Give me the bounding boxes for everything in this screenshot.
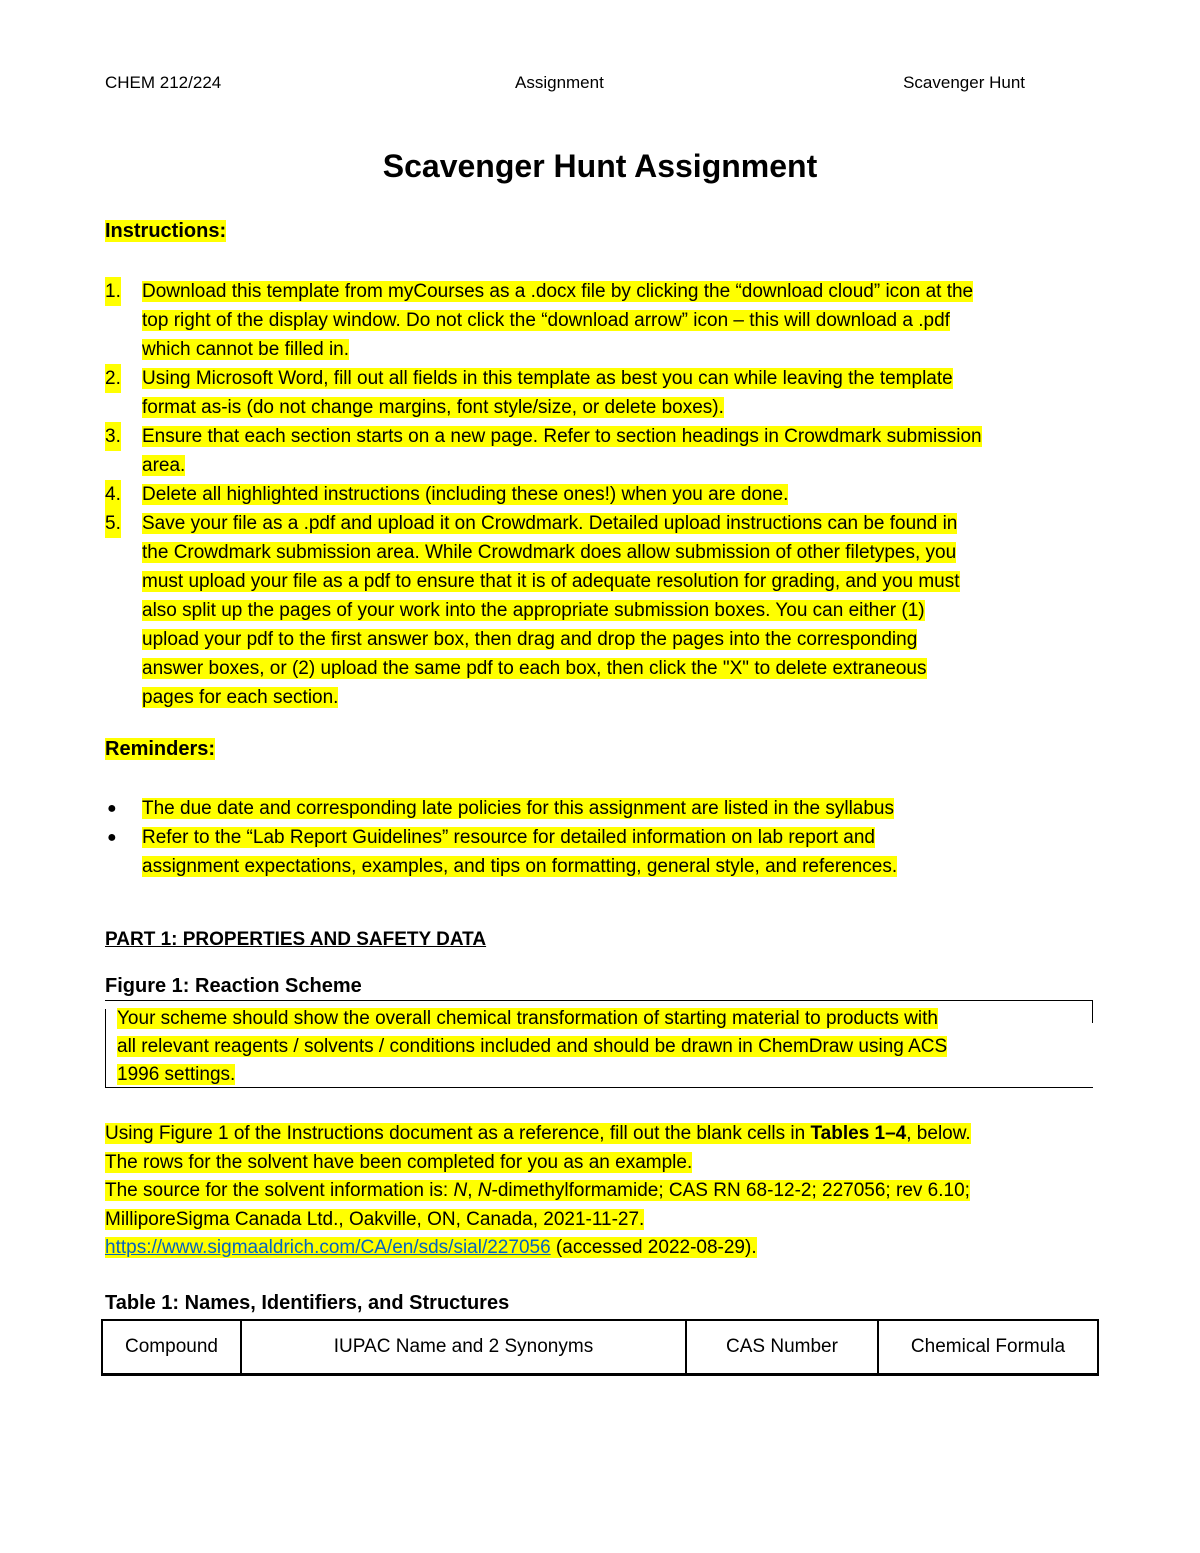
para-italic: N [453, 1180, 468, 1201]
list-item [105, 277, 1105, 364]
para-text: The source for the solvent information is: [105, 1180, 454, 1201]
list-text: The due date and corresponding late policies for this assignment are listed in the syllabus [142, 798, 894, 819]
table-caption: Table 1: Names, Identifiers, and Structures [105, 1292, 510, 1314]
table-header-cell: Compound [102, 1320, 241, 1375]
scheme-line: 1996 settings. [117, 1064, 236, 1085]
table-header-row [102, 1320, 1098, 1375]
list-item [105, 480, 1105, 509]
list-text: Refer to the “Lab Report Guidelines” resource for detailed information on lab report and [142, 827, 875, 848]
list-item [105, 794, 1105, 823]
list-text: the Crowdmark submission area. While Crowdmark does allow submission of other filetypes, you [142, 542, 957, 563]
list-text: which cannot be filled in. [142, 339, 350, 360]
para-bold: Tables 1–4 [810, 1123, 907, 1144]
instructions-list [105, 277, 1105, 712]
para-text: The rows for the solvent have been completed for you as an example. [105, 1151, 693, 1173]
scheme-instructions [117, 1005, 1077, 1089]
list-text: Delete all highlighted instructions (including these ones!) when you are done. [142, 484, 789, 505]
sds-link[interactable]: https://www.sigmaaldrich.com/CA/en/sds/sial/227056 [105, 1237, 551, 1258]
list-text: assignment expectations, examples, and tips on formatting, general style, and references. [142, 856, 898, 877]
header-type: Assignment [515, 73, 604, 92]
list-number: 3. [105, 422, 121, 451]
list-number: 4. [105, 480, 121, 509]
list-text: pages for each section. [142, 687, 339, 708]
para-text: , below. [906, 1123, 971, 1144]
list-text: upload your pdf to the first answer box, then drag and drop the pages into the corresponding [142, 629, 918, 650]
list-item [105, 364, 1105, 422]
list-text: Save your file as a .pdf and upload it on Crowdmark. Detailed upload instructions can be found in [142, 513, 958, 534]
reminders-list [105, 794, 1105, 881]
table-header-cell: CAS Number [686, 1320, 878, 1375]
para-text: , [467, 1180, 478, 1201]
para-italic: N [477, 1180, 492, 1201]
list-text: Ensure that each section starts on a new page. Refer to section headings in Crowdmark submission [142, 426, 982, 447]
list-number: 5. [105, 509, 121, 538]
page-header [105, 73, 1025, 97]
para-text: MilliporeSigma Canada Ltd., Oakville, ON, Canada, 2021-11-27. [105, 1208, 645, 1230]
para-text: -dimethylformamide; CAS RN 68-12-2; 227056; rev 6.10; [491, 1180, 970, 1201]
para-text: (accessed 2022-08-29). [550, 1237, 757, 1258]
figure-caption: Figure 1: Reaction Scheme [105, 975, 362, 997]
instructions-heading: Instructions: [105, 220, 227, 242]
list-item [105, 422, 1105, 480]
list-text: must upload your file as a pdf to ensure that it is of adequate resolution for grading, and you must [142, 571, 960, 592]
list-text: format as-is (do not change margins, font style/size, or delete boxes). [142, 397, 724, 418]
list-text: answer boxes, or (2) upload the same pdf to each box, then click the "X" to delete extraneous [142, 658, 927, 679]
list-number: 1. [105, 277, 121, 306]
header-topic: Scavenger Hunt [903, 73, 1025, 92]
reminders-heading: Reminders: [105, 738, 216, 760]
para-text: Using Figure 1 of the Instructions document as a reference, fill out the blank cells in [105, 1123, 811, 1144]
table-header-cell: IUPAC Name and 2 Synonyms [241, 1320, 686, 1375]
scheme-line: all relevant reagents / solvents / conditions included and should be drawn in ChemDraw using ACS [117, 1036, 948, 1057]
table-header-cell: Chemical Formula [878, 1320, 1098, 1375]
list-text: also split up the pages of your work into the appropriate submission boxes. You can either (1) [142, 600, 925, 621]
bullet-icon: ● [107, 829, 117, 846]
names-table [101, 1319, 1099, 1376]
list-text: Download this template from myCourses as a .docx file by clicking the “download cloud” icon at the [142, 281, 974, 302]
part1-heading: PART 1: PROPERTIES AND SAFETY DATA [105, 929, 487, 950]
document-title: Scavenger Hunt Assignment [382, 148, 818, 184]
list-item [105, 823, 1105, 881]
scheme-line: Your scheme should show the overall chemical transformation of starting material to products with [117, 1008, 938, 1029]
header-course: CHEM 212/224 [105, 73, 222, 92]
list-text: Using Microsoft Word, fill out all fields in this template as best you can while leaving the template [142, 368, 953, 389]
list-text: top right of the display window. Do not click the “download arrow” icon – this will download a .pdf [142, 310, 950, 331]
list-text: area. [142, 455, 186, 476]
list-item [105, 509, 1105, 712]
scheme-box[interactable] [105, 1000, 1093, 1088]
table-instructions [105, 1120, 1105, 1263]
bullet-icon: ● [107, 800, 117, 817]
list-number: 2. [105, 364, 121, 393]
